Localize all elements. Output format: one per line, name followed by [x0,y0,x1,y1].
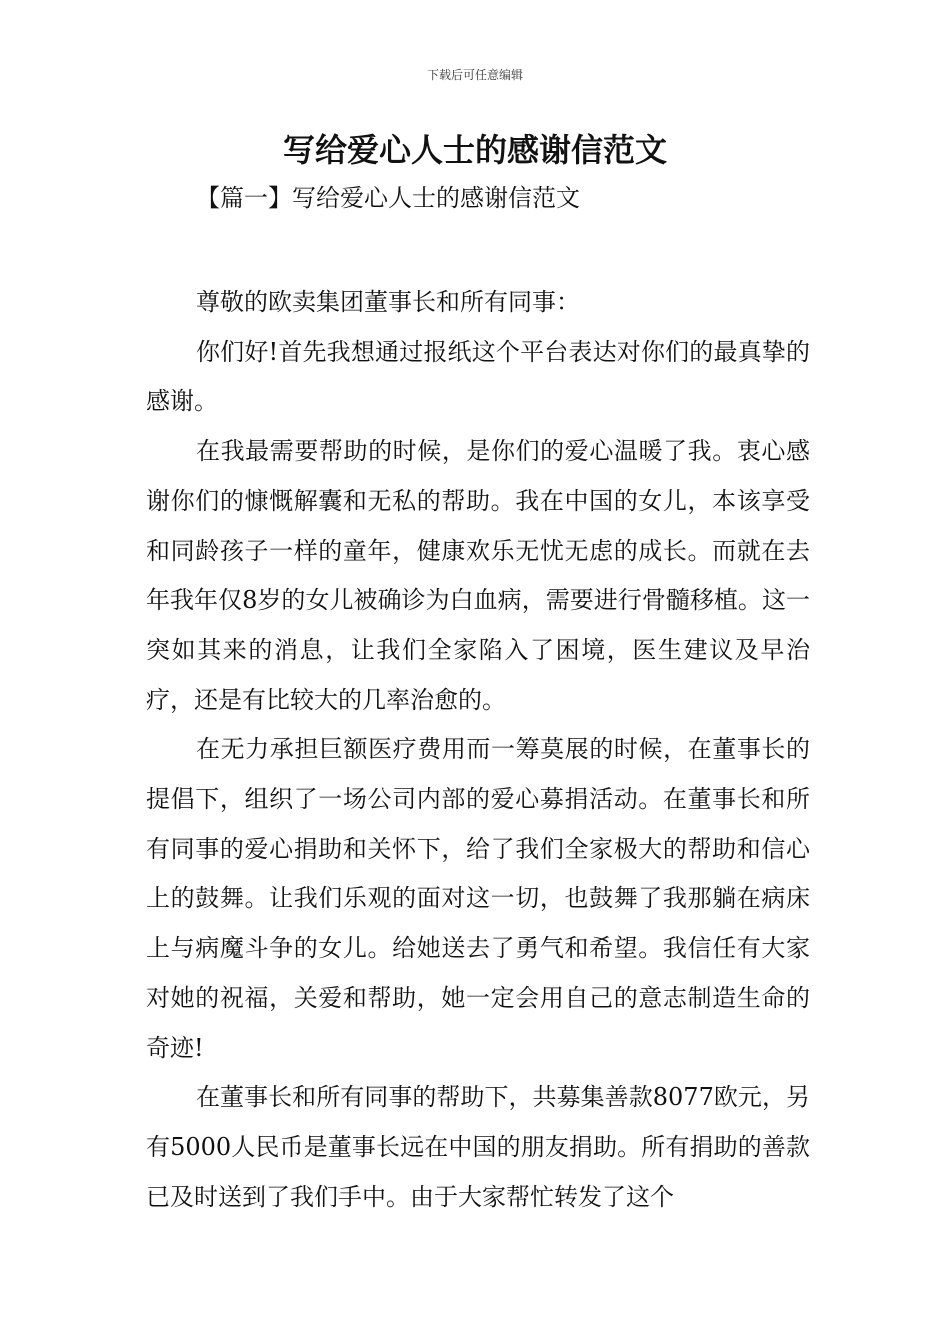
header-note: 下载后可任意编辑 [426,68,523,82]
letter-body [146,278,810,1222]
paragraph: 在我最需要帮助的时候，是你们的爱心温暖了我。衷心感谢你们的慷慨解囊和无私的帮助。我在中国的女儿，本该享受和同龄孩子一样的童年，健康欢乐无忧无虑的成长。而就在去年我年仅8岁的女儿被确诊为白血病，需要进行骨髓移植。这一突如其来的消息，让我们全家陷入了困境，医生建议及早治疗，还是有比较大的几率治愈的。 [146,437,810,714]
section-subtitle: 【篇一】写给爱心人士的感谢信范文 [196,184,580,212]
paragraph: 你们好!首先我想通过报纸这个平台表达对你们的最真挚的感谢。 [146,337,810,416]
paragraph: 在无力承担巨额医疗费用而一筹莫展的时候，在董事长的提倡下，组织了一场公司内部的爱心募捐活动。在董事长和所有同事的爱心捐助和关怀下，给了我们全家极大的帮助和信心上的鼓舞。让我们乐观的面对这一切，也鼓舞了我那躺在病床上与病魔斗争的女儿。给她送去了勇气和希望。我信任有大家对她的祝福，关爱和帮助，她一定会用自己的意志制造生命的奇迹! [146,735,810,1062]
document-title: 写给爱心人士的感谢信范文 [282,131,667,169]
salutation: 尊敬的欧卖集团董事长和所有同事： [196,288,580,316]
paragraph: 在董事长和所有同事的帮助下，共募集善款8077欧元，另有5000人民币是董事长远在中国的朋友捐助。所有捐助的善款已及时送到了我们手中。由于大家帮忙转发了这个 [146,1083,810,1211]
